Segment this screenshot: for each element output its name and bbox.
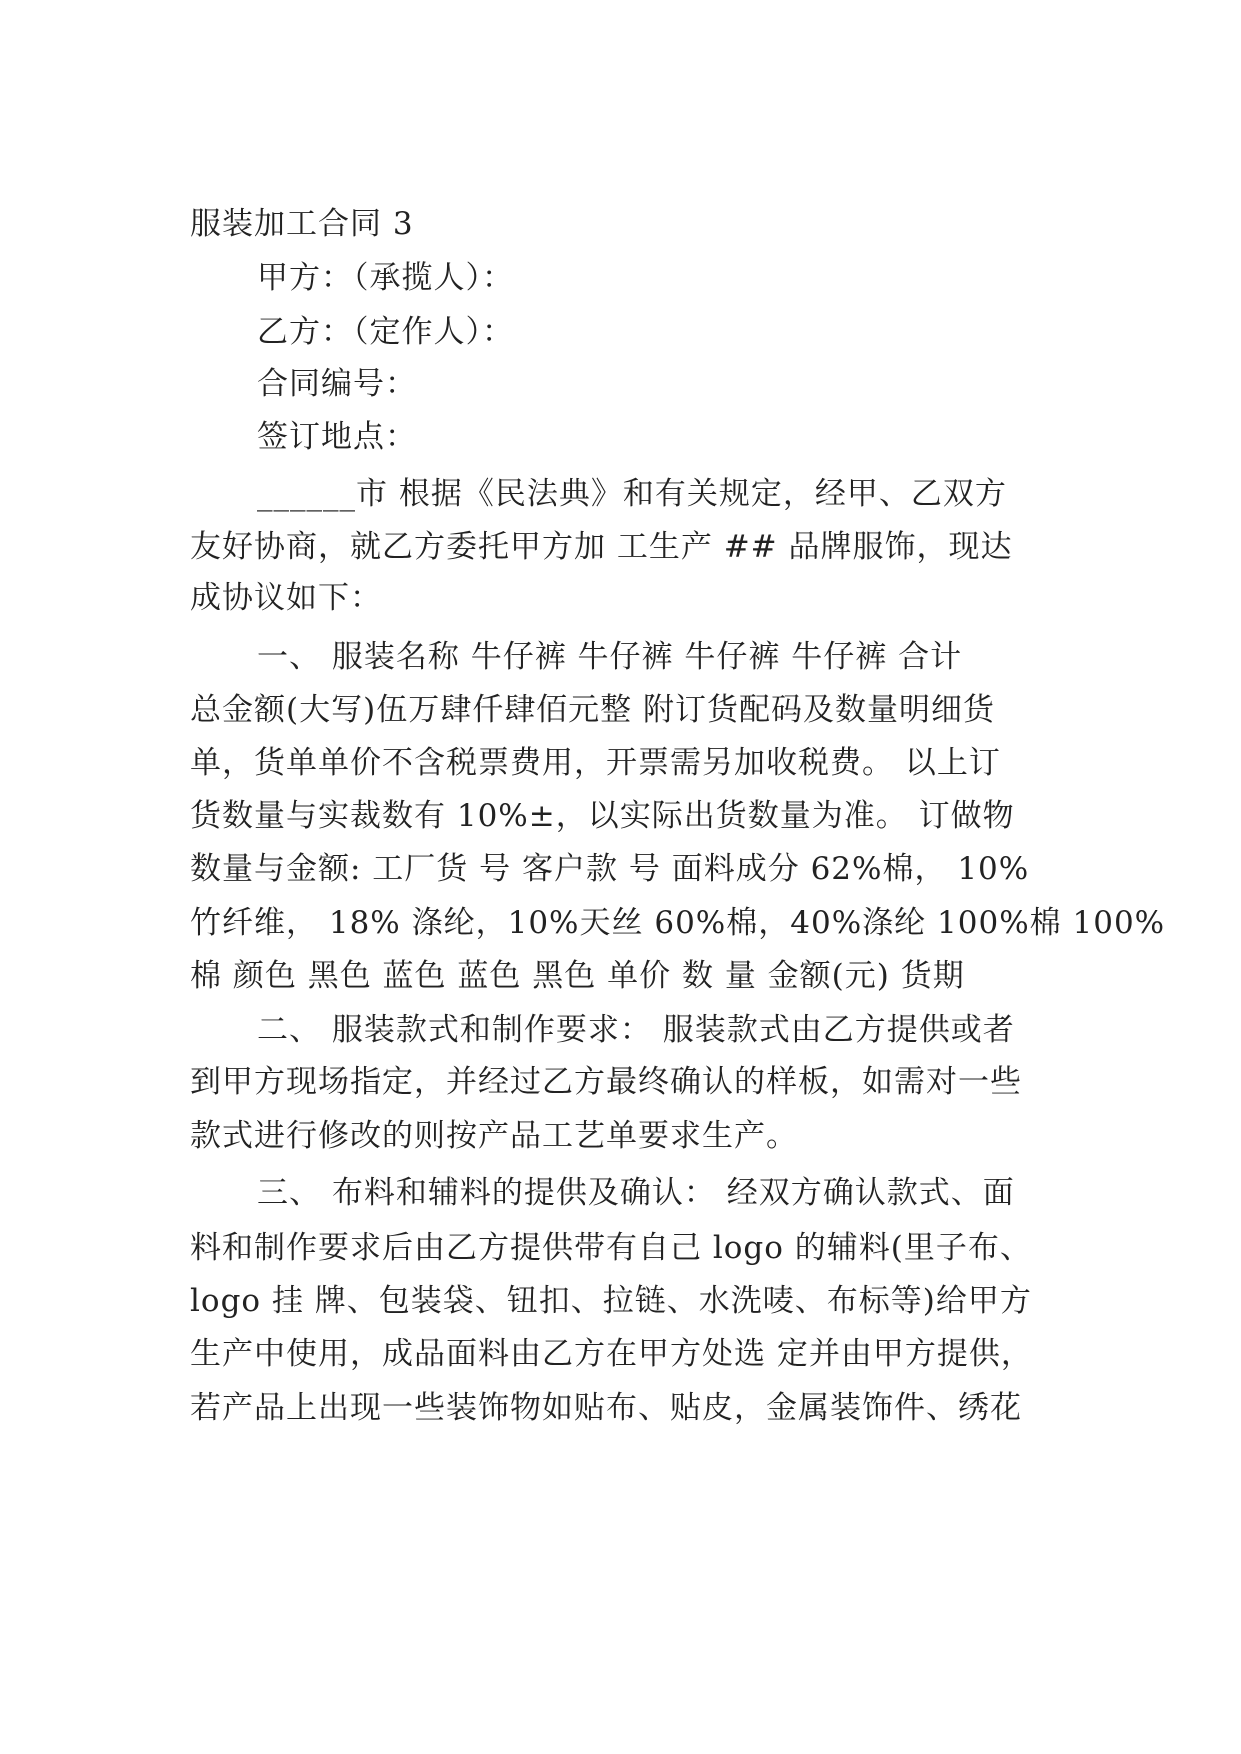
paragraph-line: 款式进行修改的则按产品工艺单要求生产。 (190, 1118, 798, 1154)
paragraph-line: 单，货单单价不含税票费用，开票需另加收税费。 以上订 (190, 745, 1001, 781)
paragraph-line: logo 挂 牌、包装袋、钮扣、拉链、水洗唛、布标等)给甲方 (190, 1283, 1032, 1319)
paragraph-line: 成协议如下： (190, 580, 382, 616)
paragraph-line: 数量与金额: 工厂货 号 客户款 号 面料成分 62%棉， 10% (190, 851, 1030, 887)
sign-place-line: 签订地点： (257, 419, 417, 455)
paragraph-line: 友好协商，就乙方委托甲方加 工生产 ## 品牌服饰，现达 (190, 529, 1013, 565)
paragraph-line: 棉 颜色 黑色 蓝色 蓝色 黑色 单价 数 量 金额(元) 货期 (190, 958, 965, 994)
paragraph-line: 三、 布料和辅料的提供及确认： 经双方确认款式、面 (257, 1175, 1015, 1211)
paragraph-line: 生产中使用，成品面料由乙方在甲方处选 定并由甲方提供， (190, 1336, 1033, 1372)
paragraph-line: 竹纤维， 18% 涤纶，10%天丝 60%棉，40%涤纶 100%棉 100% (190, 905, 1166, 941)
paragraph-line: 总金额(大写)伍万肆仟肆佰元整 附订货配码及数量明细货 (190, 692, 996, 728)
contract-number-line: 合同编号： (257, 366, 417, 402)
paragraph-line: 货数量与实裁数有 10%±，以实际出货数量为准。 订做物 (190, 798, 1015, 834)
paragraph-line: 二、 服装款式和制作要求： 服装款式由乙方提供或者 (257, 1012, 1015, 1048)
paragraph-line: ______市 根据《民法典》和有关规定，经甲、乙双方 (257, 476, 1007, 512)
party-a-line: 甲方：（承揽人）： (257, 260, 514, 296)
paragraph-line: 若产品上出现一些装饰物如贴布、贴皮，金属装饰件、绣花 (190, 1390, 1022, 1426)
document-title: 服装加工合同 3 (190, 206, 414, 242)
paragraph-line: 料和制作要求后由乙方提供带有自己 logo 的辅料(里子布、 (190, 1230, 1032, 1266)
paragraph-line: 到甲方现场指定，并经过乙方最终确认的样板，如需对一些 (190, 1064, 1022, 1100)
party-b-line: 乙方：（定作人）： (257, 314, 514, 350)
paragraph-line: 一、 服装名称 牛仔裤 牛仔裤 牛仔裤 牛仔裤 合计 (257, 639, 963, 675)
